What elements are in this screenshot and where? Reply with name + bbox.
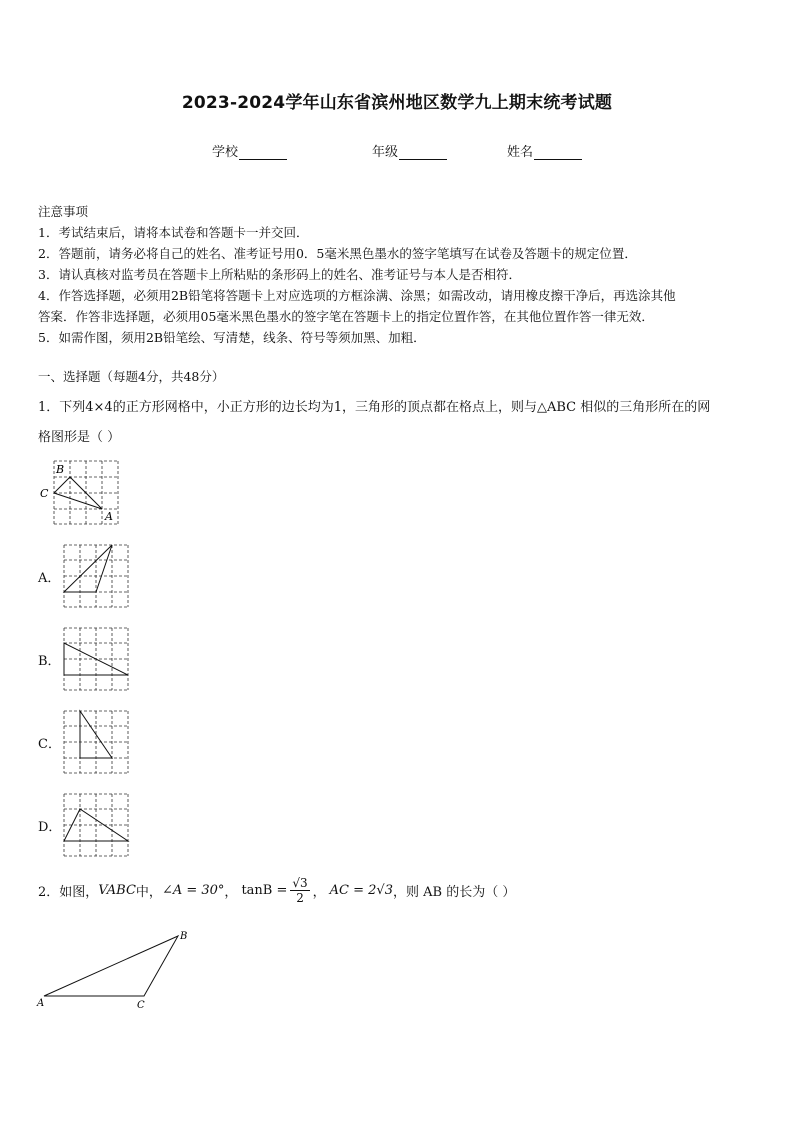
question-1-text [38, 393, 763, 453]
q2-ac: AC = 2√3 [329, 883, 393, 898]
label-a: A [105, 510, 113, 523]
label-b: B [56, 463, 65, 476]
option-b-label[interactable]: B． [38, 654, 61, 669]
q2-mid: 中， [135, 885, 162, 900]
name-label: 姓名 [507, 145, 534, 160]
page-title: 2023-2024学年山东省滨州地区数学九上期末统考试题 [181, 93, 613, 113]
q2-label-a: A [37, 998, 45, 1009]
q2-angle: ∠A = 30° [161, 883, 225, 898]
notice-item: 1．考试结束后，请将本试卷和答题卡一并交回． [38, 225, 309, 240]
option-a-figure[interactable] [62, 543, 130, 609]
q2-sep1: ， [224, 885, 238, 900]
label-c: C [40, 487, 49, 500]
q2-frac-num: √3 [292, 876, 308, 890]
notice-list [38, 222, 763, 348]
q2-sep2: ， [312, 885, 326, 900]
q2-suffix: ，则 AB 的长为（ ） [393, 885, 516, 900]
q2-prefix: 2．如图， [38, 885, 99, 900]
notice-item: 4．作答选择题，必须用2B铅笔将答题卡上对应选项的方框涂满、涂黑；如需改动，请用橡皮擦干净后，再选涂其他 [38, 288, 676, 303]
q2-label-b: B [180, 931, 188, 942]
option-c-label[interactable]: C． [38, 737, 61, 752]
notice-item: 2．答题前，请务必将自己的姓名、准考证号用0．5毫米黑色墨水的签字笔填写在试卷及答题卡的规定位置． [38, 246, 637, 261]
q2-label-c: C [137, 1000, 145, 1011]
notice-heading: 注意事项 [38, 204, 89, 219]
notice-item: 5．如需作图，须用2B铅笔绘、写清楚，线条、符号等须加黑、加粗． [38, 330, 426, 345]
question-2-text [38, 876, 515, 905]
question-1-line-2: 格图形是（ ） [38, 430, 121, 445]
option-a-label[interactable]: A． [38, 571, 61, 586]
option-d-figure[interactable] [62, 792, 130, 858]
grade-blank[interactable] [399, 147, 447, 160]
question-1-figure [38, 458, 122, 526]
notice-item: 3．请认真核对监考员在答题卡上所粘贴的条形码上的姓名、准考证号与本人是否相符． [38, 267, 521, 282]
q2-triangle: VABC [98, 883, 136, 898]
question-1-line-1: 1．下列4×4的正方形网格中，小正方形的边长均为1，三角形的顶点都在格点上，则与△ABC 相似的三角形所在的网 [38, 400, 711, 415]
section-heading: 一、选择题（每题4分，共48分） [38, 369, 225, 384]
question-2-figure [34, 928, 204, 1012]
triangle-abc-q2 [44, 936, 178, 996]
school-field[interactable] [212, 141, 287, 160]
name-field[interactable] [507, 141, 582, 160]
option-d-label[interactable]: D． [38, 820, 62, 835]
option-b-figure[interactable] [62, 626, 130, 692]
school-blank[interactable] [239, 147, 287, 160]
grade-field[interactable] [372, 141, 447, 160]
name-blank[interactable] [534, 147, 582, 160]
q2-tan: tanB = [241, 883, 288, 898]
option-c-figure[interactable] [62, 709, 130, 775]
option-a-triangle [64, 545, 112, 592]
notice-item: 答案．作答非选择题，必须用05毫米黑色墨水的签字笔在答题卡上的指定位置作答，在其他位置作答一律无效． [38, 309, 654, 324]
q2-frac-den: 2 [296, 891, 304, 905]
grade-label: 年级 [372, 145, 399, 160]
q2-fraction [290, 876, 309, 905]
school-label: 学校 [212, 145, 239, 160]
